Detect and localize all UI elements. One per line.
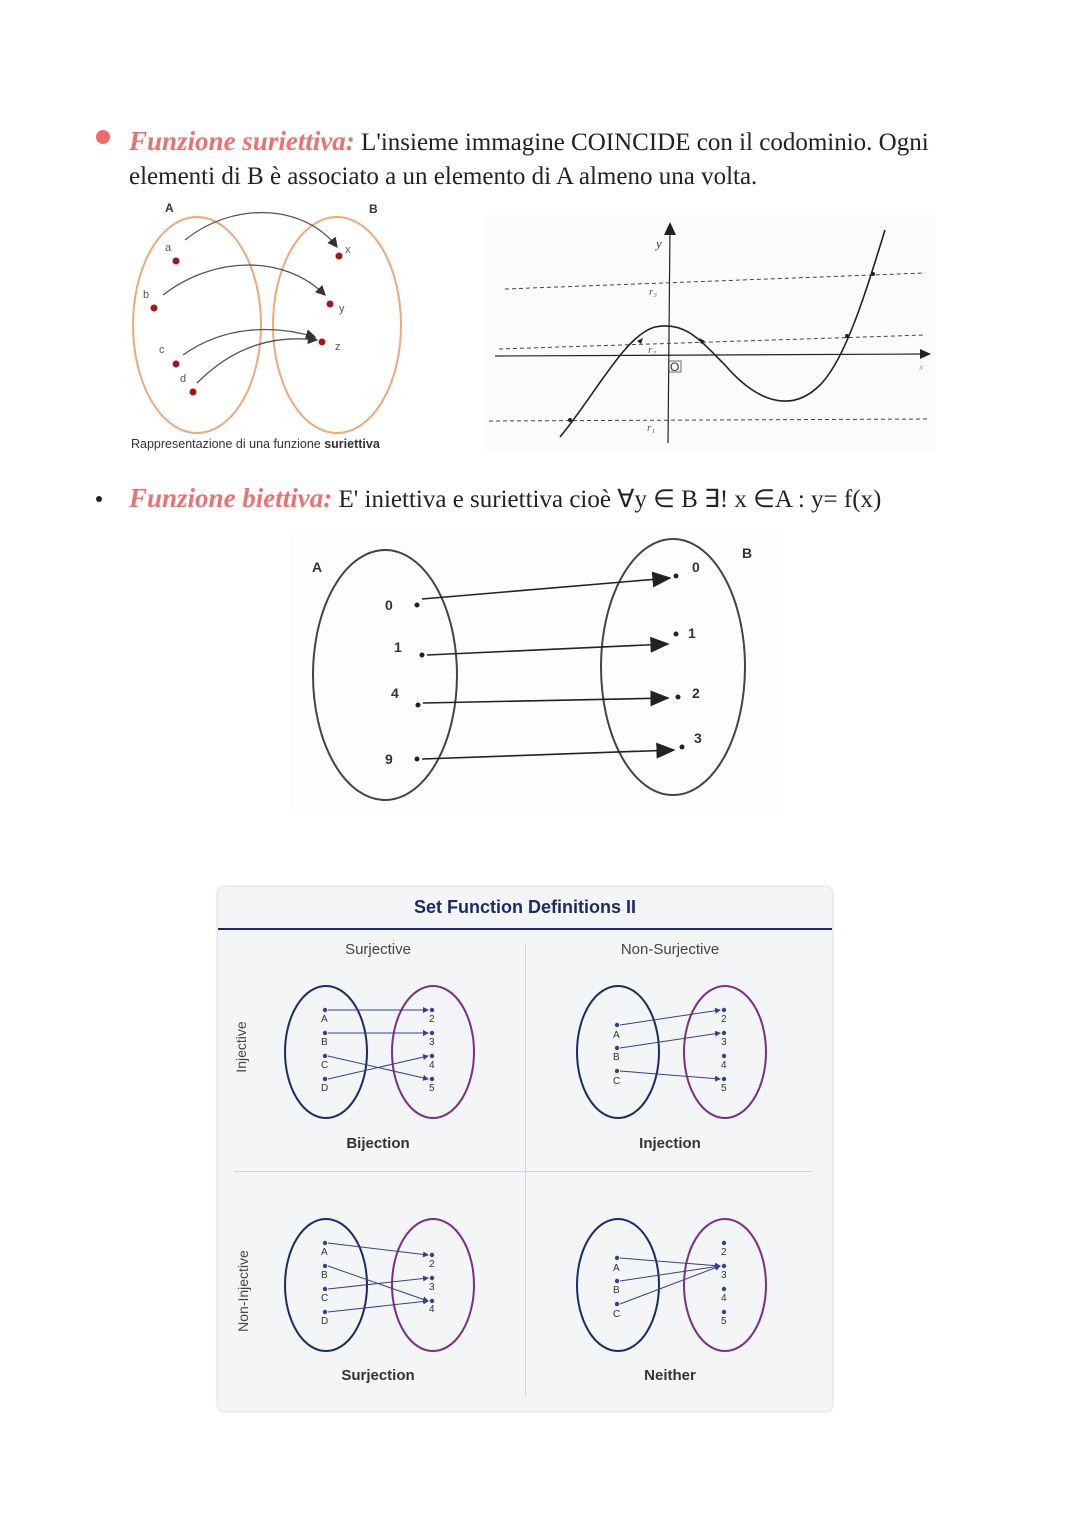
- nei-right-4: 4: [721, 1293, 727, 1304]
- row-header-injective: Injective: [233, 1021, 249, 1073]
- bij-set-a-label: A: [312, 559, 323, 575]
- nei-left-b: B: [613, 1285, 620, 1296]
- set-b-label: B: [369, 202, 378, 216]
- surjective-function-graph: [485, 215, 935, 450]
- title-divider: [218, 928, 832, 930]
- cod-0: 0: [692, 559, 700, 575]
- dom-1: 1: [394, 639, 402, 655]
- sur-left-a: A: [321, 1247, 328, 1258]
- x-axis-label: x: [919, 362, 923, 372]
- injection-label: Injection: [639, 1135, 701, 1152]
- sur-left-c: C: [321, 1293, 329, 1304]
- set-b-ellipse: [273, 217, 401, 433]
- nei-left-a: A: [613, 1263, 620, 1274]
- bij-left-d: D: [321, 1083, 329, 1094]
- bijective-title: Funzione biettiva:: [129, 483, 333, 513]
- injection-diagram: [570, 979, 780, 1129]
- cod-1: 1: [688, 625, 696, 641]
- col-header-surjective: Surjective: [345, 941, 411, 958]
- elem-a: a: [165, 242, 172, 254]
- bij-left-c: C: [321, 1060, 329, 1071]
- r1-label: r₁: [647, 422, 656, 434]
- bij-right-4: 4: [429, 1060, 435, 1071]
- definitions-card: [218, 887, 832, 1411]
- inj-right-3: 3: [721, 1037, 727, 1048]
- elem-y: y: [339, 303, 345, 315]
- bij-left-b: B: [321, 1037, 328, 1048]
- elem-b: b: [143, 289, 150, 301]
- neither-diagram: [570, 1212, 780, 1362]
- sur-left-d: D: [321, 1316, 329, 1327]
- bij-right-5: 5: [429, 1083, 435, 1094]
- neither-label: Neither: [644, 1367, 696, 1384]
- surjective-text-2: elementi di B è associato a un elemento di A almeno una volta.: [129, 163, 758, 190]
- bijection-label: Bijection: [346, 1135, 410, 1152]
- r3-label: r₃: [649, 286, 658, 298]
- set-a-label: A: [165, 201, 174, 215]
- inj-left-a: A: [613, 1030, 620, 1041]
- inj-right-5: 5: [721, 1083, 727, 1094]
- cod-2: 2: [692, 685, 700, 701]
- elem-z: z: [335, 341, 341, 353]
- nei-left-c: C: [613, 1309, 621, 1320]
- surjection-label: Surjection: [341, 1367, 415, 1384]
- bullet-icon: [96, 130, 110, 144]
- sur-left-b: B: [321, 1270, 328, 1281]
- surjective-title: Funzione suriettiva:: [129, 126, 355, 156]
- sur-right-4: 4: [429, 1304, 435, 1315]
- bijection-diagram: [278, 979, 488, 1129]
- nei-right-5: 5: [721, 1316, 727, 1327]
- bij-right-3: 3: [429, 1037, 435, 1048]
- dom-4: 4: [391, 685, 399, 701]
- elem-d: d: [180, 373, 187, 385]
- elem-c: c: [159, 344, 165, 356]
- cod-3: 3: [694, 730, 702, 746]
- surjection-diagram: [278, 1212, 488, 1362]
- nei-right-2: 2: [721, 1247, 727, 1258]
- bij-left-a: A: [321, 1014, 328, 1025]
- surjective-set-diagram: [125, 195, 425, 460]
- surjective-text-1: L'insieme immagine COINCIDE con il codominio. Ogni: [354, 129, 929, 156]
- bijective-definition: [96, 480, 996, 518]
- row-header-non-injective: Non-Injective: [235, 1250, 251, 1332]
- diagram-caption: Rappresentazione di una funzione suriettiva: [131, 437, 380, 451]
- row-divider: [234, 1171, 812, 1172]
- bullet-icon: [96, 496, 102, 502]
- bij-right-2: 2: [429, 1014, 435, 1025]
- bijective-text: E' iniettiva e suriettiva cioè ∀y ∈ B ∃! x ∈A : y= f(x): [332, 486, 882, 513]
- nei-right-3: 3: [721, 1270, 727, 1281]
- sur-right-2: 2: [429, 1259, 435, 1270]
- sur-right-3: 3: [429, 1282, 435, 1293]
- origin-label: O: [670, 360, 680, 374]
- bij-set-b-label: B: [742, 545, 753, 561]
- column-divider: [525, 944, 526, 1396]
- card-title: Set Function Definitions II: [414, 897, 636, 917]
- inj-right-4: 4: [721, 1060, 727, 1071]
- inj-left-c: C: [613, 1076, 621, 1087]
- elem-x: x: [345, 244, 351, 256]
- dom-0: 0: [385, 597, 393, 613]
- set-a-ellipse: [133, 217, 261, 433]
- dom-9: 9: [385, 751, 393, 767]
- col-header-non-surjective: Non-Surjective: [620, 941, 720, 958]
- r2-label: r₂: [648, 344, 657, 356]
- surjective-definition: [96, 124, 996, 194]
- bijective-set-diagram: [290, 530, 780, 815]
- y-axis-label: y: [656, 236, 662, 251]
- inj-right-2: 2: [721, 1014, 727, 1025]
- inj-left-b: B: [613, 1052, 620, 1063]
